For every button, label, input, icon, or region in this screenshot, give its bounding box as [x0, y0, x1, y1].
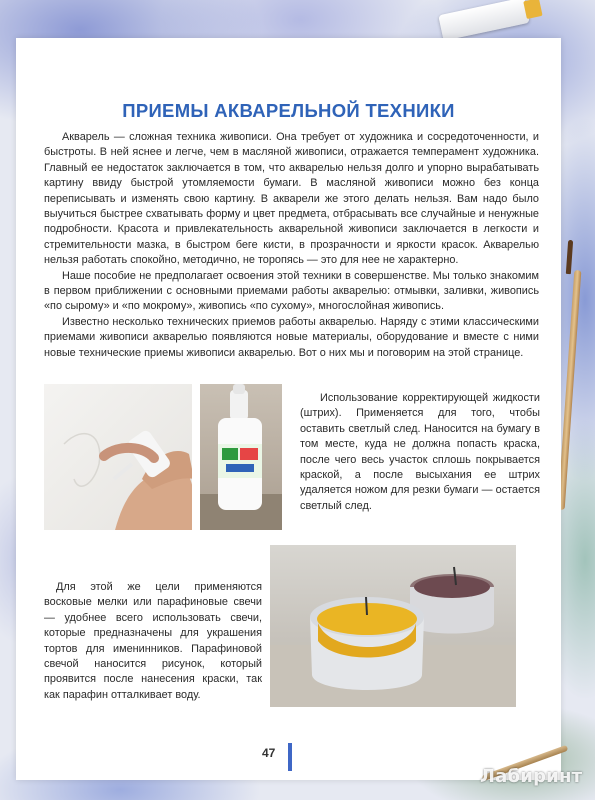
page-number-accent-bar [288, 743, 292, 771]
labirint-watermark: Лабиринт [480, 766, 583, 787]
intro-paragraph: Наше пособие не предполагает освоения этой техники в совершенстве. Мы только знакомим в первом приближении с основными приемами работы акварелью: отмывки, заливки, живопись «по сырому» и «по мокрому», живопись «по сухому», многослойная живопись. [44, 269, 539, 313]
photo-wax-candles [270, 545, 516, 707]
photo-correction-fluid-bottle [200, 384, 282, 530]
correction-fluid-text: Использование корректирующей жидкости (штрих). Применяется для того, чтобы оставить светлый след. Наносится на бумагу в том месте, куда не должна попасть краска, после чего весь участок сплошь покрывается краской, а после высыхания ее штрих удаляется ножом для резки бумаги — остается светлый след. [300, 392, 540, 512]
intro-paragraph: Известно несколько технических приемов работы акварелью. Наряду с этими классическими приемами живописи акварелью появляются новые материалы, оборудование и вместе с ними новые технические приемы живописи акварелью. Вот о них мы и поговорим на этой странице. [44, 315, 539, 359]
page-number: 47 [262, 746, 276, 760]
wax-text: Для этой же цели применяются восковые мелки или парафиновые свечи — удобнее всего использовать свечи, которые предназначены для украшения тортов для именинников. Парафиновой свечой наносится рисунок, который проявится после нанесения краски, так как парафин отталкивает воду. [44, 581, 262, 701]
intro-text [44, 130, 539, 361]
intro-paragraph: Акварель — сложная техника живописи. Она требует от художника и сосредоточенности, и быстроты. В ней яснее и легче, чем в масляной живописи, отражается темперамент художника. Главный ее недостаток заключается в том, что акварелью нельзя долго и упорно вырабатывать картину ввиду быстрой утомляемости бумаги. В масляной живописи можно без конца переписывать и изменять свою картину. В акварели же этого делать нельзя. Вам надо было выучиться быстрее схватывать форму и цвет предмета, отбрасывать все случайные и ненужные подробности. Красота и привлекательность акварельной живописи заключается в легкости и стремительности мазка, в быстром беге кисти, в прозрачности и яркости красок. Акварелью нельзя работать спокойно, методично, не торопясь — это для нее не характерно. [44, 131, 539, 267]
page-title: ПРИЕМЫ АКВАРЕЛЬНОЙ ТЕХНИКИ [122, 100, 455, 121]
photo-hand-applying-fluid [44, 384, 192, 530]
